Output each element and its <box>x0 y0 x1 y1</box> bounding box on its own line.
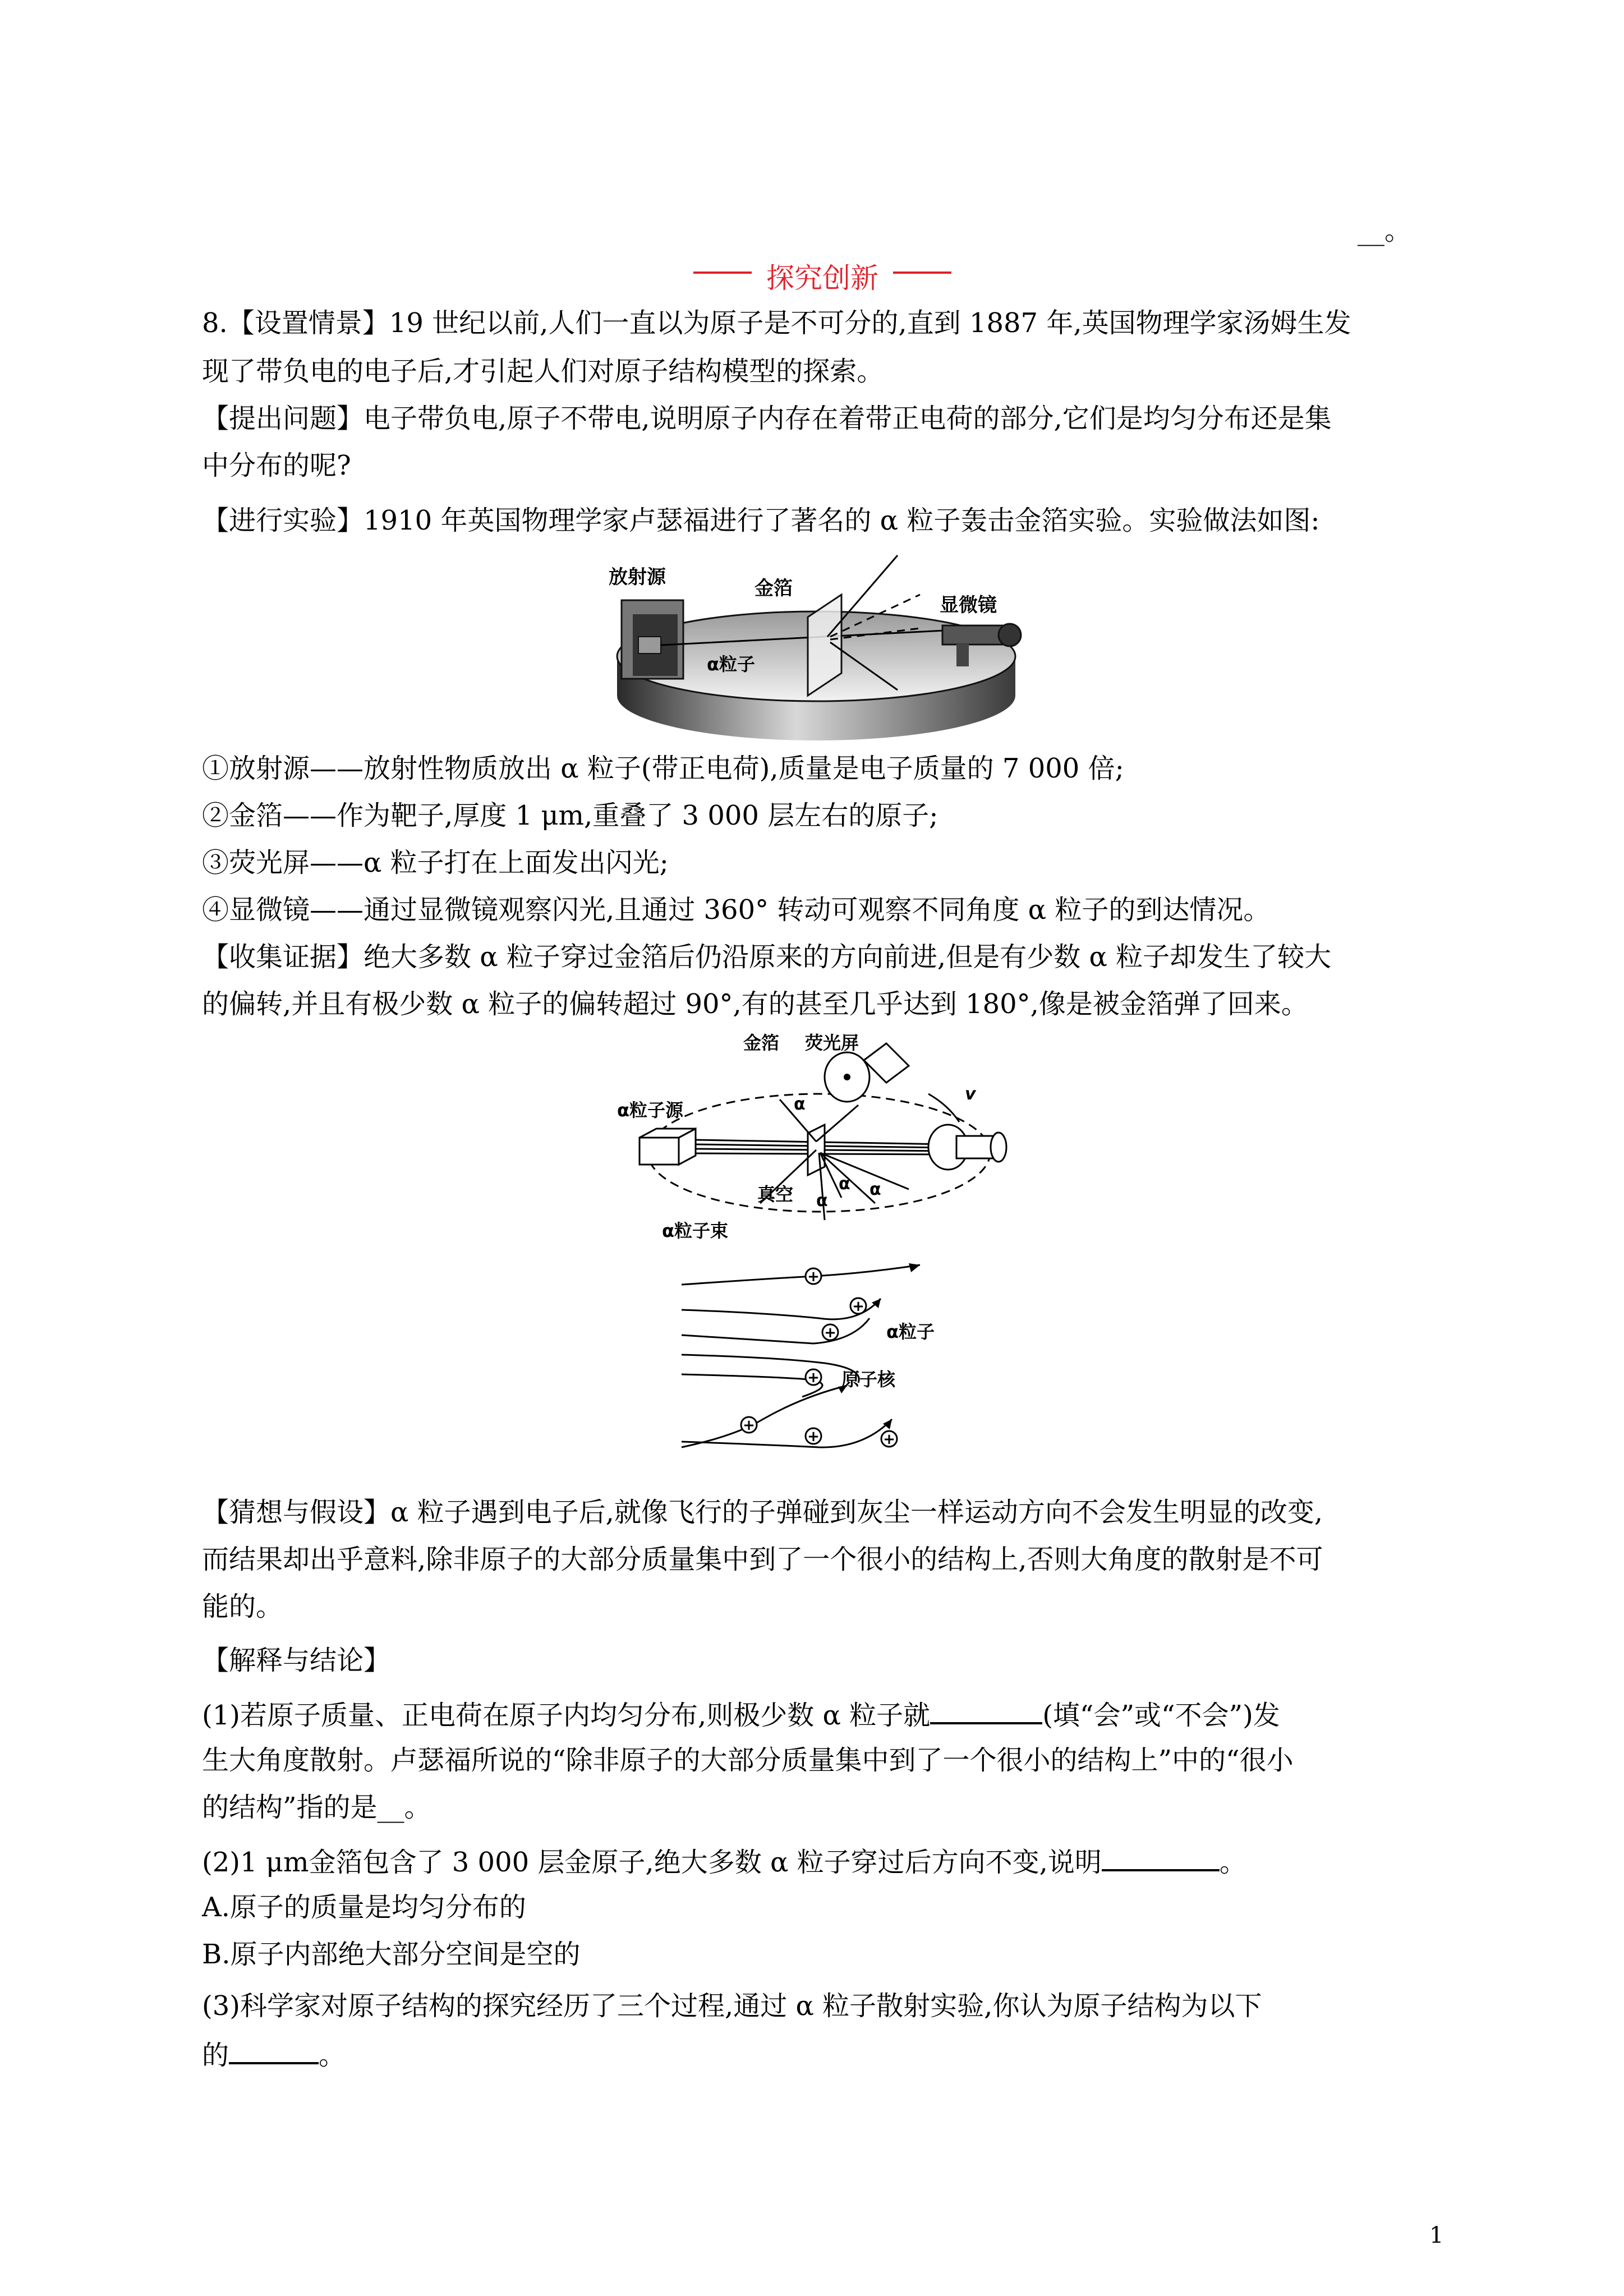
text-line: 能的。 <box>202 1591 283 1622</box>
plus-sign: + <box>807 1369 820 1386</box>
q2-end: 。 <box>1219 1847 1246 1878</box>
trajectory-paths <box>682 1265 920 1447</box>
question-2-stem <box>202 1843 1436 1879</box>
plus-sign: + <box>883 1431 895 1448</box>
label-source: α粒子源 <box>617 1099 683 1121</box>
label-alpha: α <box>869 1180 881 1199</box>
text-line: ③荧光屏——α 粒子打在上面发出闪光; <box>202 847 669 878</box>
text-line: 【解释与结论】 <box>202 1645 391 1676</box>
scattering-setup-figure <box>617 1032 1021 1245</box>
option-b: B.原子内部绝大部分空间是空的 <box>202 1939 581 1970</box>
rotation-arrow <box>928 1094 959 1122</box>
plus-sign: + <box>807 1428 820 1445</box>
question-3-line-1: (3)科学家对原子结构的探究经历了三个过程,通过 α 粒子散射实验,你认为原子结构为以下 <box>202 1990 1262 2022</box>
text-line: 中分布的呢? <box>202 450 351 481</box>
text-line: 【进行实验】1910 年英国物理学家卢瑟福进行了著名的 α 粒子轰击金箔实验。实验做法如图: <box>202 505 1320 536</box>
plus-sign: + <box>824 1324 836 1341</box>
label-microscope: 显微镜 <box>940 594 997 616</box>
label-alpha: α <box>839 1174 850 1194</box>
text-line: 【收集证据】绝大多数 α 粒子穿过金箔后仍沿原来的方向前进,但是有少数 α 粒子却发生了较大 <box>202 941 1332 973</box>
source-box <box>622 600 683 679</box>
label-alpha-particle: α粒子 <box>707 654 755 675</box>
question-1-line-2: 生大角度散射。卢瑟福所说的“除非原子的大部分质量集中到了一个很小的结构上”中的“很小 <box>202 1745 1294 1776</box>
text-line: ②金箔——作为靶子,厚度 1 μm,重叠了 3 000 层左右的原子; <box>202 800 938 831</box>
label-screen: 荧光屏 <box>805 1032 859 1053</box>
trajectory-figure <box>679 1257 970 1464</box>
q1-answer-blank[interactable] <box>930 1696 1042 1724</box>
text-line: 的偏转,并且有极少数 α 粒子的偏转超过 90°,有的甚至几乎达到 180°,像是被金箔弹了回来。 <box>202 988 1308 1020</box>
plus-sign: + <box>852 1298 864 1315</box>
label-alpha: α <box>816 1191 828 1211</box>
label-alpha: α <box>794 1094 806 1114</box>
label-foil: 金箔 <box>755 577 793 600</box>
option-a: A.原子的质量是均匀分布的 <box>202 1892 526 1923</box>
title-rule-left <box>693 272 752 274</box>
microscope-unit <box>928 1125 1006 1170</box>
q3-answer-blank[interactable] <box>229 2036 319 2064</box>
q1-text-b: (填“会”或“不会”)发 <box>1042 1700 1280 1731</box>
plus-sign: + <box>807 1268 820 1285</box>
text-line: 而结果却出乎意料,除非原子的大部分质量集中到了一个很小的结构上,否则大角度的散射是不可 <box>202 1544 1323 1575</box>
question-3-line-2 <box>202 2036 1436 2072</box>
text-line: 8.【设置情景】19 世纪以前,人们一直以为原子是不可分的,直到 1887 年,英国物理学家汤姆生发 <box>202 307 1351 339</box>
apparatus-figure <box>606 544 1027 746</box>
arrow-heads <box>838 1263 920 1429</box>
q2-text: (2)1 μm金箔包含了 3 000 层金原子,绝大多数 α 粒子穿过后方向不变,说明 <box>202 1847 1102 1878</box>
text-line: 现了带负电的电子后,才引起人们对原子结构模型的探索。 <box>202 356 884 387</box>
label-beam: α粒子束 <box>662 1220 728 1241</box>
text-line: ④显微镜——通过显微镜观察闪光,且通过 360° 转动可观察不同角度 α 粒子的到达情况。 <box>202 894 1271 926</box>
q3-text-a: 的 <box>202 2040 229 2071</box>
plus-sign: + <box>743 1417 755 1434</box>
section-title <box>693 256 951 295</box>
label-v: v <box>965 1084 976 1104</box>
label-vacuum: 真空 <box>757 1184 794 1205</box>
text-line: ①放射源——放射性物质放出 α 粒子(带正电荷),质量是电子质量的 7 000 倍; <box>202 753 1124 784</box>
label-source: 放射源 <box>609 566 666 588</box>
page-number: 1 <box>1429 2223 1444 2248</box>
label-foil: 金箔 <box>743 1032 780 1053</box>
top-answer-mark: __。 <box>1358 215 1412 246</box>
q1-text-a: (1)若原子质量、正电荷在原子内均匀分布,则极少数 α 粒子就 <box>202 1700 931 1731</box>
label-alpha-particle: α粒子 <box>886 1321 935 1342</box>
text-line: 【提出问题】电子带负电,原子不带电,说明原子内存在着带正电荷的部分,它们是均匀分布还是集 <box>202 403 1332 434</box>
label-nucleus: 原子核 <box>841 1369 896 1390</box>
q3-end: 。 <box>319 2040 346 2071</box>
title-rule-right <box>893 272 951 274</box>
text-line: 【猜想与假设】α 粒子遇到电子后,就像飞行的子弹碰到灰尘一样运动方向不会发生明显的改变, <box>202 1497 1323 1528</box>
source-block <box>640 1129 696 1165</box>
q2-answer-blank[interactable] <box>1102 1843 1220 1871</box>
question-1-line-3: 的结构”指的是__。 <box>202 1792 431 1823</box>
question-1-line-1 <box>202 1696 1436 1732</box>
section-title-text: 探究创新 <box>766 262 878 295</box>
